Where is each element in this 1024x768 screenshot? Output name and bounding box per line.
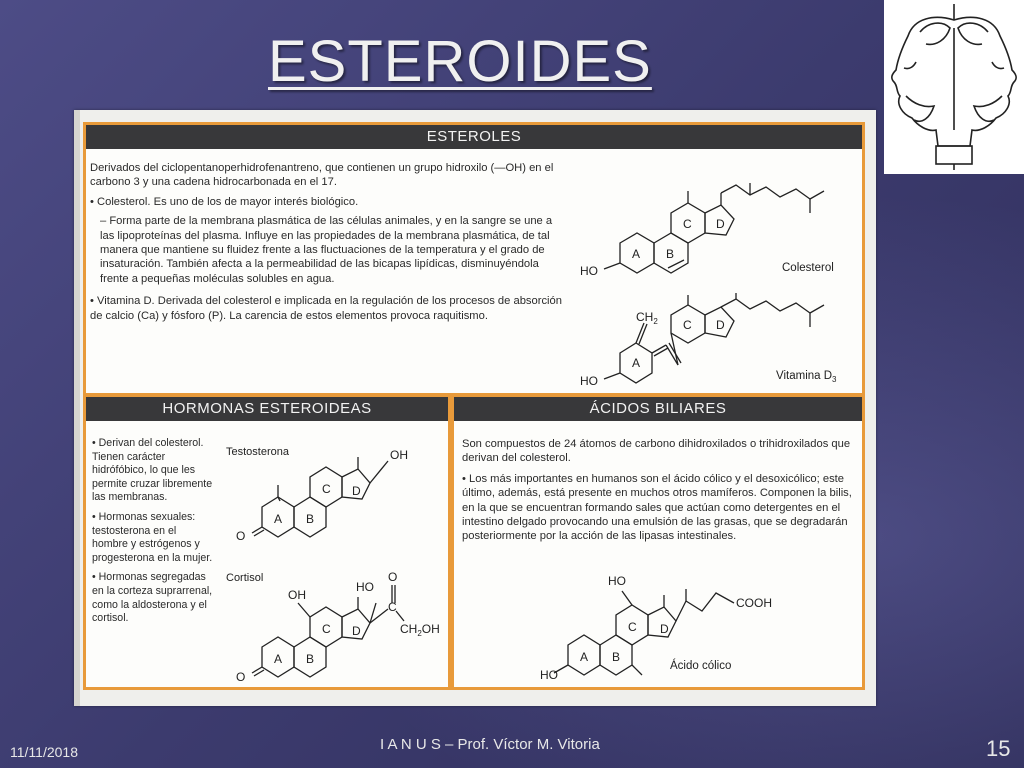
janus-head-icon (884, 0, 1024, 174)
esteroles-intro: Derivados del ciclopentanoperhidrofenantreno, que contienen un grupo hidroxilo (—OH) en el carbono 3 y una cadena hidrocarbonada en el 17. (90, 162, 554, 189)
acido-colico-structure (524, 571, 864, 683)
scan-edge (74, 110, 80, 706)
acidos-paragraph-1: Son compuestos de 24 átomos de carbono dihidroxilados o trihidroxilados que derivan del colesterol. (462, 438, 851, 465)
hormonas-bullet-1: • Derivan del colesterol. Tienen carácter hidrófóbico, lo que les permite cruzar libremente las membranas. (92, 437, 213, 504)
testosterona-oh: OH (390, 448, 408, 462)
cortisol-ring-a: A (274, 652, 283, 666)
acido-ring-c: C (628, 620, 637, 634)
vitamina-ch2: $CH_2$ (636, 310, 658, 326)
acidos-paragraph-2: • Los más importantes en humanos son el ácido cólico y el desoxicólico; este último, además, está presente en muchos otros mamíferos. Componen la bilis, en la que se encuentran formando sales que actúan como detergentes en el intestino delgado provocando una emulsión de las grasas, que se degradarán posteriormente por la acción de las lipasas intestinales. (462, 472, 852, 543)
acidos-text (462, 437, 858, 544)
colesterol-ring-c: C (683, 217, 692, 231)
vitamina-ho: HO (580, 374, 598, 388)
cortisol-structure (224, 563, 448, 687)
acido-ring-d: D (660, 622, 669, 636)
colesterol-structure (580, 173, 862, 283)
hormonas-bullet-3: • Hormonas segregadas en la corteza suprarrenal, como la aldosterona y el cortisol. (92, 571, 213, 625)
cortisol-label: Cortisol (226, 572, 264, 584)
hormonas-panel (83, 394, 451, 690)
colesterol-bullet: • Colesterol. Es uno de los de mayor interés biológico. (90, 195, 359, 208)
slide-date: 11/11/2018 (10, 744, 78, 760)
colesterol-label: Colesterol (782, 262, 834, 274)
vitamina-ring-a: A (632, 356, 641, 370)
cortisol-o-top: O (388, 570, 398, 584)
acido-colico-label: Ácido cólico (670, 660, 732, 672)
acido-ho-12: HO (608, 574, 626, 588)
testosterona-ring-d: D (352, 484, 361, 498)
hormonas-text (92, 437, 214, 626)
vitamina-d3-structure (580, 293, 862, 393)
esteroles-text (90, 161, 562, 323)
esteroles-panel (83, 122, 865, 396)
cortisol-oh: OH (288, 588, 306, 602)
cortisol-c: C (388, 600, 397, 614)
acidos-panel (451, 394, 865, 690)
acidos-heading: ÁCIDOS BILIARES (454, 397, 862, 421)
cortisol-ring-d: D (352, 624, 361, 638)
esteroles-heading: ESTEROLES (86, 125, 862, 149)
cortisol-ch2oh: $CH_2OH$ (400, 622, 440, 638)
hormonas-heading: HORMONAS ESTEROIDEAS (86, 397, 448, 421)
acido-ho-3: HO (540, 668, 558, 682)
vitamina-ring-c: C (683, 318, 692, 332)
testosterona-label: Testosterona (226, 446, 289, 458)
testosterona-ring-a: A (274, 512, 283, 526)
acido-ring-a: A (580, 650, 589, 664)
cortisol-ring-c: C (322, 622, 331, 636)
slide-footer: I A N U S – Prof. Víctor M. Vitoria (380, 736, 600, 753)
colesterol-ring-b: B (666, 247, 675, 261)
colesterol-detail: – Forma parte de la membrana plasmática de las células animales, y en la sangre se une a las lipoproteínas del plasma. Influye en las propiedades de la membrana plasmática, de tal manera que mantiene su fluidez frente a las fluctuaciones de la temperatura y el grado de insaturación. También afecta a la permeabilidad de las bicapas lipídicas, disminuyéndola frente a pequeñas moléculas solubles en agua. (100, 215, 553, 285)
colesterol-ring-a: A (632, 247, 641, 261)
textbook-scan (74, 110, 876, 706)
colesterol-ho: HO (580, 264, 598, 278)
testosterona-o: O (236, 529, 246, 543)
slide-page-number: 15 (986, 736, 1011, 761)
cortisol-ho: HO (356, 580, 374, 594)
testosterona-ring-b: B (306, 512, 315, 526)
cortisol-ring-b: B (306, 652, 315, 666)
cortisol-o: O (236, 670, 246, 684)
acido-ring-b: B (612, 650, 621, 664)
testosterona-structure (224, 437, 448, 547)
vitamina-ring-d: D (716, 318, 725, 332)
colesterol-ring-d: D (716, 217, 725, 231)
slide-title: ESTEROIDES (268, 29, 652, 94)
vitamina-label: Vitamina $D_3$ (776, 370, 837, 384)
vitamina-bullet: • Vitamina D. Derivada del colesterol e implicada en la regulación de los procesos de absorción de calcio (Ca) y fósforo (P). La carencia de estos elementos provoca raquitismo. (90, 295, 562, 322)
hormonas-bullet-2: • Hormonas sexuales: testosterona en el hombre y estrógenos y progesterona en la mujer. (92, 510, 213, 564)
acido-cooh: COOH (736, 596, 772, 610)
testosterona-ring-c: C (322, 482, 331, 496)
